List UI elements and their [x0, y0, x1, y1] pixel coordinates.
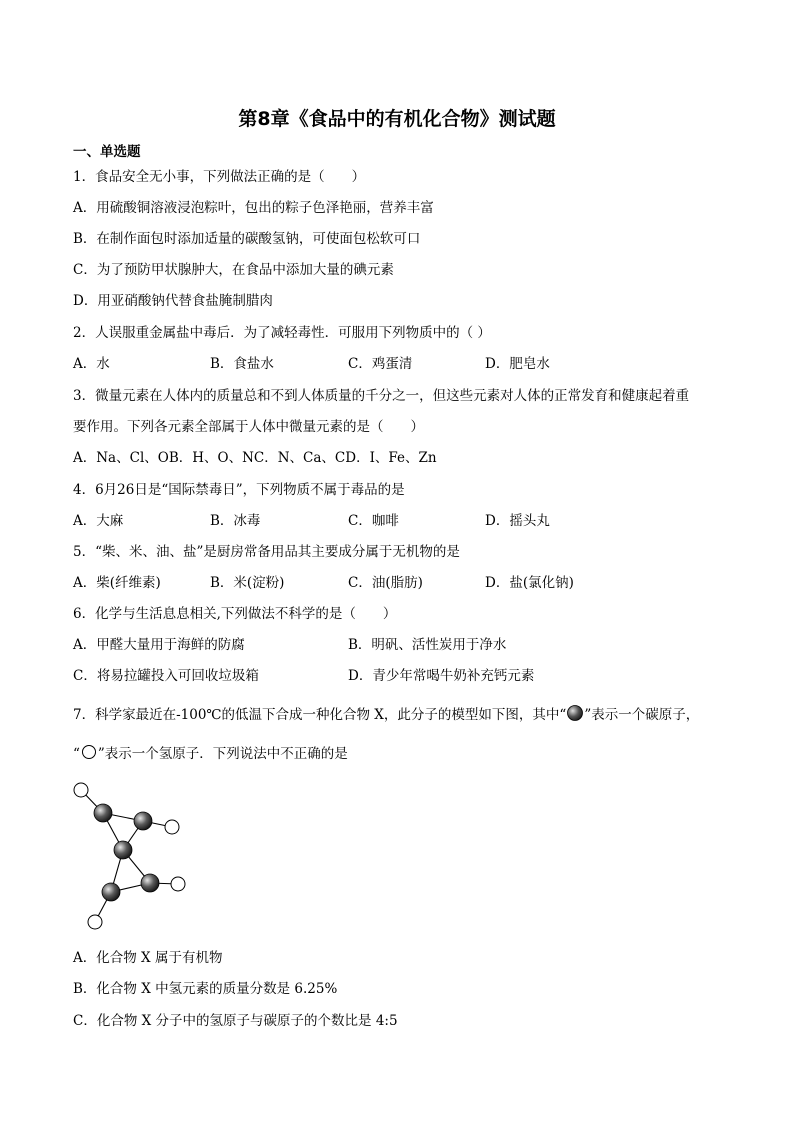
q2-option-a: A．水: [73, 356, 110, 372]
q4-option-c: C．咖啡: [348, 513, 399, 529]
q5-option-d: D．盐(氯化钠): [485, 575, 574, 591]
q3-stem-line2: 要作用。下列各元素全部属于人体中微量元素的是（ ）: [73, 419, 424, 435]
q4-stem: 4．6月26日是“国际禁毒日”，下列物质不属于毒品的是: [73, 482, 405, 498]
q7-stem-text-1: 7．科学家最近在-100℃的低温下合成一种化合物 X，此分子的模型如下图，其中“: [73, 707, 567, 723]
q7-stem-text-2: ”表示一个碳原子，: [584, 707, 700, 723]
q1-option-d: D．用亚硝酸钠代替食盐腌制腊肉: [73, 293, 273, 309]
q6-stem: 6．化学与生活息息相关,下列做法不科学的是（ ）: [73, 606, 397, 622]
q5-option-c: C．油(脂肪): [348, 575, 423, 591]
q7-stem2-text-2: ”表示一个氢原子．下列说法中不正确的是: [97, 746, 348, 762]
q7-option-c: C．化合物 X 分子中的氢原子与碳原子的个数比是 4:5: [73, 1013, 398, 1029]
q1-option-c: C．为了预防甲状腺肿大，在食品中添加大量的碘元素: [73, 262, 394, 278]
q2-stem: 2．人误服重金属盐中毒后．为了减轻毒性．可服用下列物质中的（ ）: [73, 325, 491, 341]
q7-stem2-text-1: “: [73, 746, 80, 762]
hydrogen-atom-icon: [165, 820, 179, 834]
carbon-atom-icon: [114, 841, 132, 859]
carbon-atom-icon: [141, 874, 159, 892]
q5-stem: 5．“柴、米、油、盐”是厨房常备用品其主要成分属于无机物的是: [73, 544, 460, 560]
q2-option-b: B．食盐水: [210, 356, 274, 372]
q1-option-a: A．用硫酸铜溶液浸泡粽叶，包出的粽子色泽艳丽，营养丰富: [73, 200, 434, 216]
carbon-atom-icon: [102, 883, 120, 901]
hydrogen-atom-icon: [74, 783, 88, 797]
q3-options: A．Na、Cl、OB．H、O、NC．N、Ca、CD．I、Fe、Zn: [73, 450, 437, 466]
carbon-atom-icon: [134, 812, 152, 830]
q1-stem: 1．食品安全无小事，下列做法正确的是（ ）: [73, 169, 366, 185]
q7-option-a: A．化合物 X 属于有机物: [73, 950, 223, 966]
section-heading: 一、单选题: [73, 144, 141, 160]
q6-option-d: D．青少年常喝牛奶补充钙元素: [348, 668, 535, 684]
q5-option-a: A．柴(纤维素): [73, 575, 161, 591]
q6-option-b: B．明矾、活性炭用于净水: [348, 637, 507, 653]
q4-option-a: A．大麻: [73, 513, 124, 529]
q7-stem-line1: [73, 703, 699, 726]
q7-stem-line2: [73, 742, 348, 765]
q7-option-b: B．化合物 X 中氢元素的质量分数是 6.25%: [73, 981, 338, 997]
hydrogen-atom-icon: [88, 915, 102, 929]
q2-option-c: C．鸡蛋清: [348, 356, 413, 372]
carbon-atom-icon: [94, 804, 112, 822]
carbon-atom-icon: [566, 704, 584, 726]
molecule-diagram: [68, 780, 198, 944]
hydrogen-atom-icon: [171, 877, 185, 891]
carbon-atoms: [94, 804, 159, 901]
q4-option-b: B．冰毒: [210, 513, 261, 529]
q5-option-b: B．米(淀粉): [210, 575, 285, 591]
q3-stem-line1: 3．微量元素在人体内的质量总和不到人体质量的千分之一，但这些元素对人体的正常发育和健康起着重: [73, 388, 690, 404]
q4-option-d: D．摇头丸: [485, 513, 550, 529]
q6-option-a: A．甲醛大量用于海鲜的防腐: [73, 637, 245, 653]
q6-option-c: C．将易拉罐投入可回收垃圾箱: [73, 668, 259, 684]
q1-option-b: B．在制作面包时添加适量的碳酸氢钠，可使面包松软可口: [73, 231, 421, 247]
q2-option-d: D．肥皂水: [485, 356, 550, 372]
page-title: 第8章《食品中的有机化合物》测试题: [238, 108, 556, 130]
hydrogen-atom-icon: [80, 743, 98, 765]
